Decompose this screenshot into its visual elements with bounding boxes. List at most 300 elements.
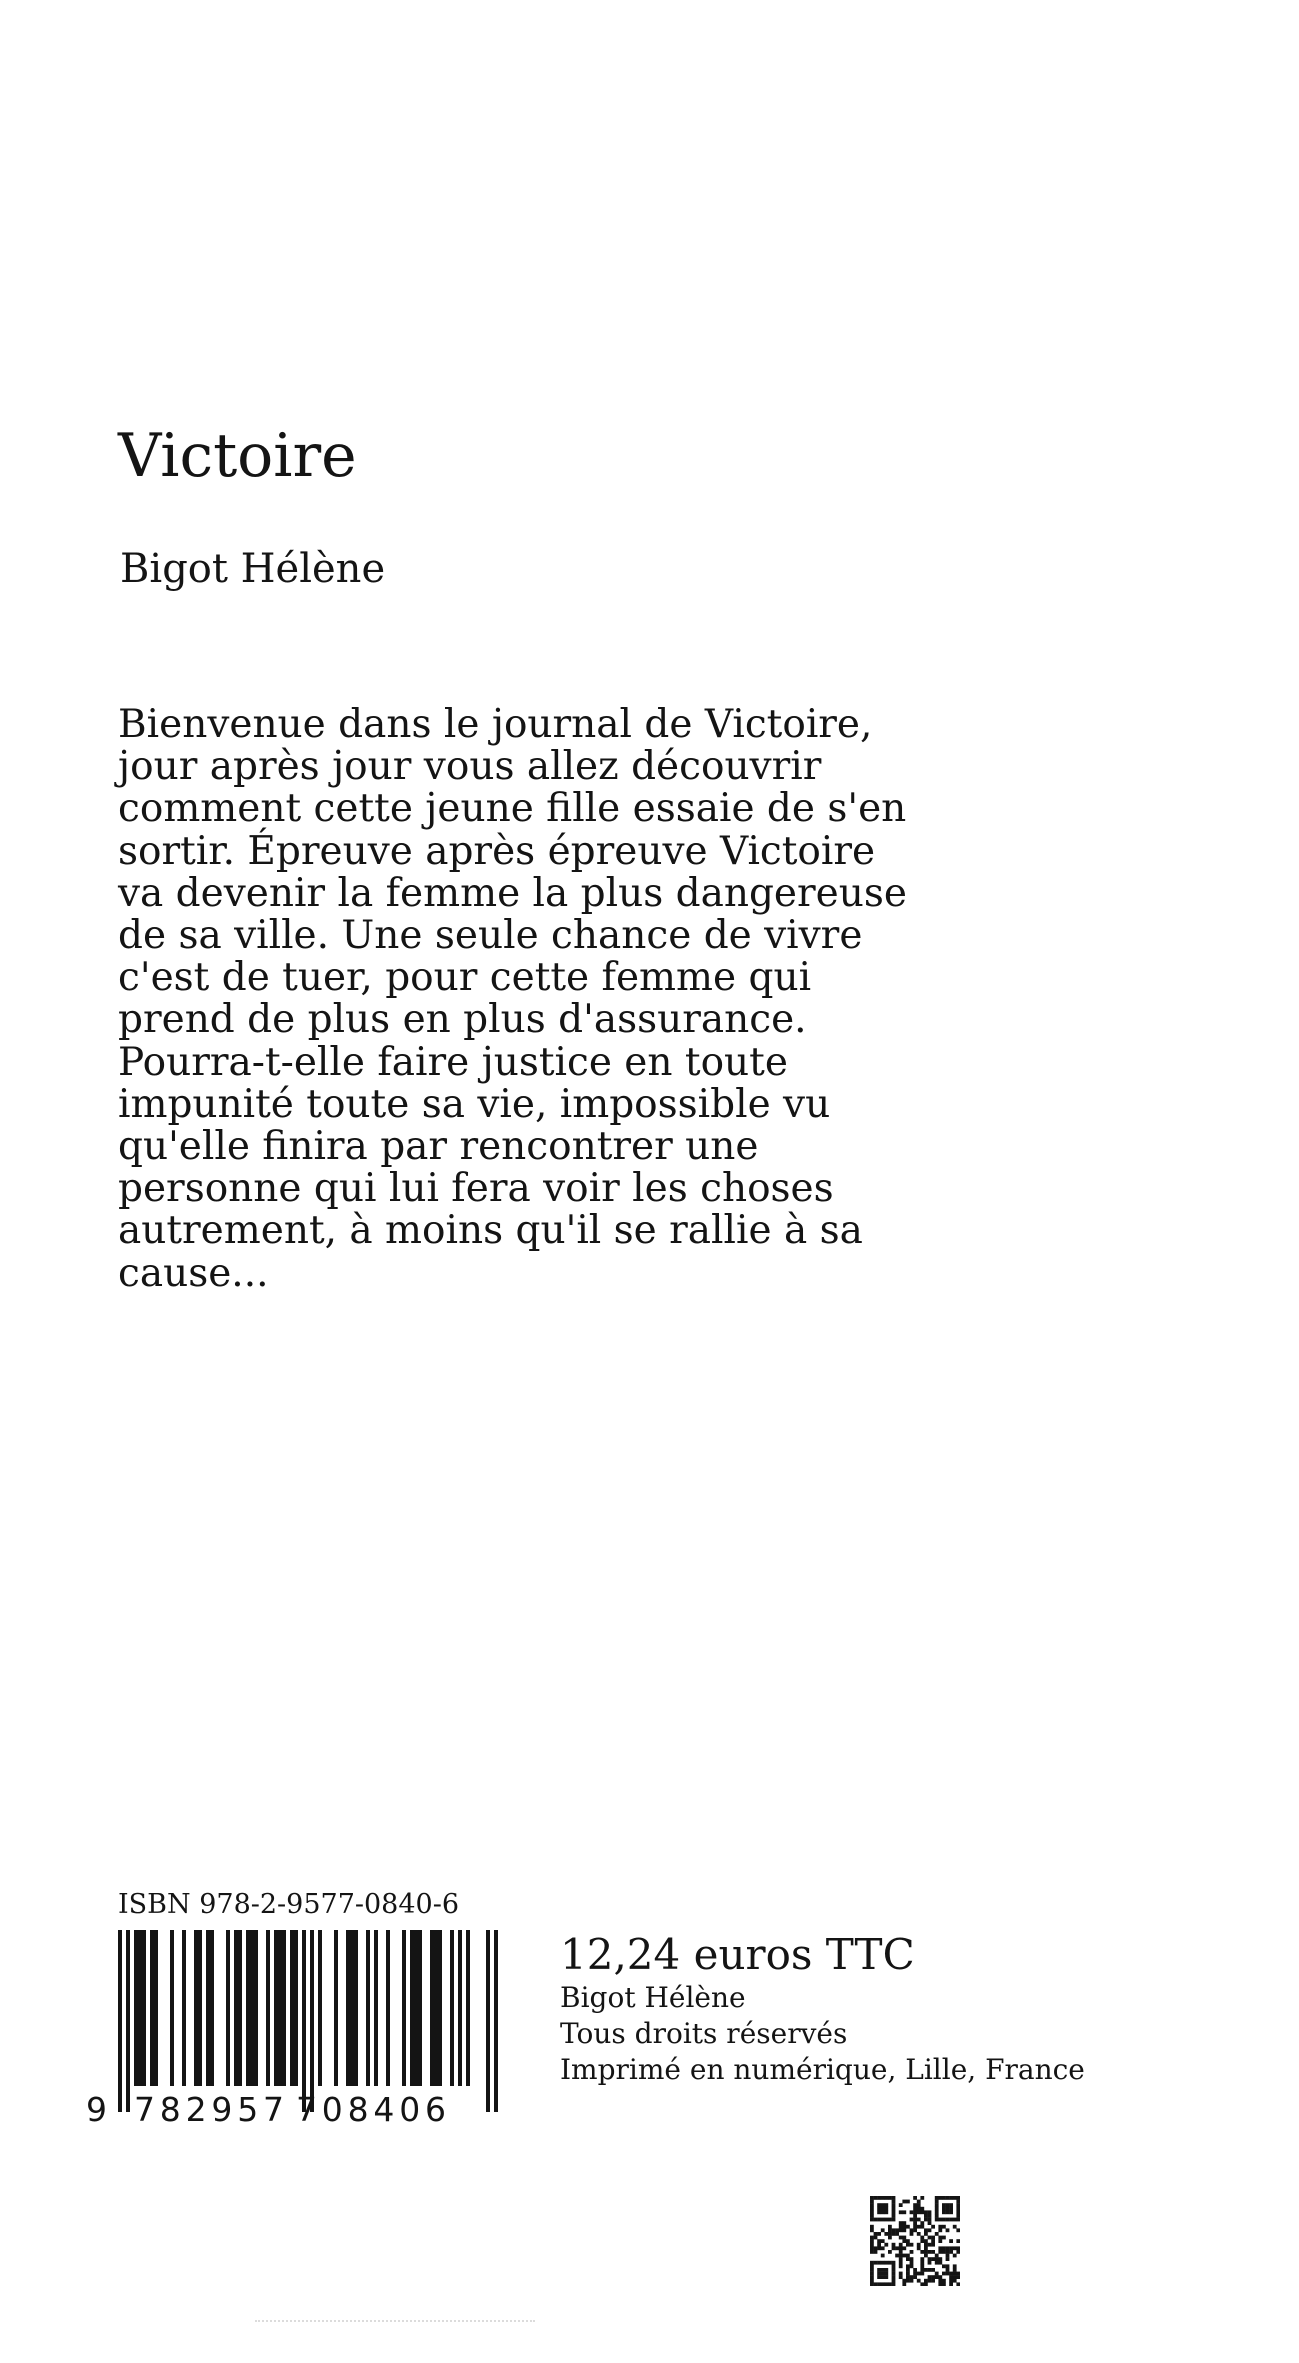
barcode-bar [366,1930,370,2086]
qr-module [949,2282,953,2286]
qr-module [884,2275,888,2279]
qr-module [935,2196,939,2200]
qr-module [949,2246,953,2250]
qr-module [920,2257,924,2261]
qr-module [938,2257,942,2261]
qr-module [946,2218,950,2222]
barcode-guard-bar [310,1930,314,2112]
qr-module [920,2210,924,2214]
qr-module [942,2272,946,2276]
qr-module [924,2279,928,2283]
qr-module [881,2218,885,2222]
qr-module [910,2218,914,2222]
qr-module [928,2221,932,2225]
qr-module [870,2218,874,2222]
qr-module [935,2232,939,2236]
qr-module [920,2261,924,2265]
qr-module [942,2203,946,2207]
qr-module [938,2239,942,2243]
qr-module [877,2272,881,2276]
qr-module [928,2218,932,2222]
qr-module [892,2200,896,2204]
qr-module [935,2272,939,2276]
qr-module [920,2250,924,2254]
qr-module [884,2203,888,2207]
qr-module [870,2246,874,2250]
qr-module [884,2210,888,2214]
qr-module [938,2228,942,2232]
qr-module [910,2275,914,2279]
qr-module [938,2261,942,2265]
qr-module [906,2254,910,2258]
qr-module [928,2228,932,2232]
barcode-guard-bar [494,1930,498,2112]
qr-module [902,2200,906,2204]
qr-module [892,2210,896,2214]
qr-module [924,2218,928,2222]
qr-module [956,2239,960,2243]
qr-module [884,2282,888,2286]
qr-module [938,2218,942,2222]
qr-module [931,2236,935,2240]
qr-module [956,2196,960,2200]
qr-module [938,2196,942,2200]
qr-module [895,2246,899,2250]
faint-divider [255,2320,535,2324]
qr-module [931,2275,935,2279]
qr-module [906,2239,910,2243]
qr-module [902,2228,906,2232]
qr-module [942,2282,946,2286]
qr-module [913,2210,917,2214]
qr-module [924,2232,928,2236]
qr-module [935,2261,939,2265]
qr-module [931,2268,935,2272]
qr-module [920,2239,924,2243]
qr-module [956,2228,960,2232]
rights-notice: Tous droits réservés [560,2017,848,2050]
qr-module [949,2275,953,2279]
qr-module [946,2207,950,2211]
qr-module [881,2268,885,2272]
qr-module [899,2272,903,2276]
qr-module [888,2225,892,2229]
qr-module [892,2275,896,2279]
qr-module [953,2279,957,2283]
qr-module [953,2218,957,2222]
barcode-lead-digit: 9 [86,2090,107,2128]
qr-module [931,2239,935,2243]
qr-module [924,2250,928,2254]
qr-module [870,2239,874,2243]
book-author: Bigot Hélène [120,546,386,592]
qr-module [874,2261,878,2265]
barcode-bar [410,1930,422,2086]
qr-module [949,2272,953,2276]
print-info: Imprimé en numérique, Lille, France [560,2053,1085,2086]
qr-module [874,2196,878,2200]
qr-module [895,2232,899,2236]
qr-module [877,2243,881,2247]
book-blurb [118,704,1018,1295]
qr-module [870,2207,874,2211]
qr-module [899,2221,903,2225]
qr-module [913,2268,917,2272]
qr-module [899,2210,903,2214]
qr-module [946,2250,950,2254]
qr-module [928,2243,932,2247]
barcode-bar [458,1930,462,2086]
qr-module [892,2279,896,2283]
qr-module [956,2218,960,2222]
qr-module [906,2264,910,2268]
barcode-bar [450,1930,454,2086]
qr-module [917,2232,921,2236]
qr-module [928,2214,932,2218]
qr-module [949,2218,953,2222]
qr-module [910,2210,914,2214]
blurb-line: c'est de tuer, pour cette femme qui [118,955,812,1001]
qr-module [902,2282,906,2286]
qr-module [924,2214,928,2218]
qr-module [881,2272,885,2276]
qr-module [870,2236,874,2240]
book-title: Victoire [118,421,357,491]
qr-module [870,2264,874,2268]
qr-module [870,2225,874,2229]
qr-module [935,2257,939,2261]
qr-module [949,2279,953,2283]
isbn-barcode [84,1928,504,2128]
price: 12,24 euros TTC [560,1930,915,1979]
qr-module [910,2257,914,2261]
qr-module [938,2250,942,2254]
blurb-line: va devenir la femme la plus dangereuse [118,870,907,916]
qr-module [953,2275,957,2279]
qr-module [946,2264,950,2268]
qr-module [956,2214,960,2218]
qr-module [892,2272,896,2276]
barcode-bar [134,1930,146,2086]
qr-module [902,2279,906,2283]
qr-module [920,2264,924,2268]
qr-module [949,2250,953,2254]
qr-module [913,2218,917,2222]
qr-module [870,2282,874,2286]
qr-module [899,2246,903,2250]
qr-module [881,2196,885,2200]
qr-module [956,2250,960,2254]
qr-module [946,2203,950,2207]
qr-module [895,2254,899,2258]
qr-module [931,2279,935,2283]
barcode-bar [194,1930,202,2086]
qr-module [956,2200,960,2204]
qr-module [920,2236,924,2240]
qr-module [892,2207,896,2211]
publisher-author: Bigot Hélène [560,1981,746,2014]
qr-module [924,2239,928,2243]
qr-module [928,2279,932,2283]
qr-module [935,2275,939,2279]
qr-module [935,2218,939,2222]
qr-module [928,2257,932,2261]
qr-module [946,2210,950,2214]
qr-module [888,2228,892,2232]
qr-module [877,2275,881,2279]
qr-module [881,2203,885,2207]
qr-module [902,2239,906,2243]
qr-module [899,2261,903,2265]
qr-module [892,2243,896,2247]
qr-module [917,2243,921,2247]
qr-module [946,2254,950,2258]
qr-module [874,2282,878,2286]
qr-module [942,2210,946,2214]
barcode-bar [346,1930,358,2086]
qr-module [888,2250,892,2254]
qr-module [956,2207,960,2211]
qr-module [949,2203,953,2207]
barcode-bar [182,1930,186,2086]
qr-module [920,2207,924,2211]
blurb-line: personne qui lui fera voir les choses [118,1166,834,1212]
qr-module [881,2282,885,2286]
qr-module [877,2203,881,2207]
qr-module [892,2218,896,2222]
qr-module [870,2279,874,2283]
qr-module [928,2275,932,2279]
qr-module [913,2275,917,2279]
qr-module [874,2246,878,2250]
qr-module [931,2250,935,2254]
qr-module [917,2207,921,2211]
qr-module [949,2239,953,2243]
qr-module [953,2246,957,2250]
blurb-line: de sa ville. Une seule chance de vivre [118,913,863,959]
qr-module [956,2272,960,2276]
barcode-bar [226,1930,230,2086]
qr-module [888,2218,892,2222]
qr-module [910,2279,914,2283]
qr-module [956,2246,960,2250]
qr-module [877,2261,881,2265]
qr-module [884,2232,888,2236]
qr-module [917,2225,921,2229]
qr-module [942,2264,946,2268]
qr-module [892,2232,896,2236]
qr-code [870,2196,960,2286]
blurb-line: qu'elle finira par rencontrer une [118,1124,759,1170]
qr-module [884,2243,888,2247]
qr-module [902,2210,906,2214]
qr-module [899,2228,903,2232]
qr-module [881,2275,885,2279]
qr-module [946,2268,950,2272]
qr-module [931,2243,935,2247]
barcode-bar [234,1930,242,2086]
qr-module [874,2236,878,2240]
qr-module [924,2268,928,2272]
qr-module [913,2203,917,2207]
qr-module [870,2243,874,2247]
barcode-bar [206,1930,214,2086]
qr-module [928,2210,932,2214]
qr-module [877,2232,881,2236]
qr-module [953,2268,957,2272]
qr-module [917,2246,921,2250]
qr-module [877,2207,881,2211]
blurb-line: prend de plus en plus d'assurance. [118,997,807,1043]
barcode-bar [246,1930,258,2086]
qr-module [938,2225,942,2229]
qr-module [892,2261,896,2265]
barcode-guard-bar [302,1930,306,2112]
qr-module [924,2254,928,2258]
qr-module [956,2282,960,2286]
qr-module [910,2228,914,2232]
qr-module [935,2203,939,2207]
blurb-line: Bienvenue dans le journal de Victoire, [118,702,873,747]
qr-module [920,2272,924,2276]
qr-module [899,2254,903,2258]
qr-module [917,2210,921,2214]
barcode-bar [274,1930,286,2086]
qr-module [924,2282,928,2286]
blurb-line: sortir. Épreuve après épreuve Victoire [118,828,876,874]
qr-module [892,2203,896,2207]
barcode-bar [386,1930,390,2086]
qr-module [899,2203,903,2207]
qr-module [870,2214,874,2218]
qr-module [906,2257,910,2261]
qr-module [946,2228,950,2232]
qr-module [917,2272,921,2276]
barcode-bar [318,1930,322,2086]
blurb-line: impunité toute sa vie, impossible vu [118,1081,831,1127]
qr-module [942,2225,946,2229]
qr-module [902,2246,906,2250]
barcode-bar [430,1930,442,2086]
qr-module [888,2282,892,2286]
qr-module [870,2261,874,2265]
qr-module [884,2218,888,2222]
barcode-guard-bar [118,1930,122,2112]
qr-module [913,2225,917,2229]
qr-module [935,2207,939,2211]
qr-module [884,2261,888,2265]
qr-module [920,2196,924,2200]
qr-module [884,2272,888,2276]
barcode-guard-bar [486,1930,490,2112]
blurb-line: jour après jour vous allez découvrir [118,744,822,790]
qr-module [935,2254,939,2258]
qr-module [877,2246,881,2250]
qr-module [913,2214,917,2218]
qr-module [920,2221,924,2225]
qr-module [892,2264,896,2268]
isbn-label: ISBN 978-2-9577-0840-6 [118,1889,460,1920]
barcode-bar [290,1930,298,2086]
qr-module [870,2210,874,2214]
qr-module [899,2225,903,2229]
qr-module [902,2236,906,2240]
blurb-line: autrement, à moins qu'il se rallie à sa [118,1208,863,1254]
qr-module [906,2275,910,2279]
qr-module [935,2200,939,2204]
qr-module [899,2243,903,2247]
qr-module [874,2232,878,2236]
qr-module [877,2268,881,2272]
qr-module [888,2232,892,2236]
qr-module [917,2203,921,2207]
qr-module [938,2275,942,2279]
qr-module [892,2246,896,2250]
barcode-bar [170,1930,174,2086]
qr-module [920,2268,924,2272]
qr-module [877,2218,881,2222]
qr-module [942,2246,946,2250]
barcode-guard-bar [126,1930,130,2112]
qr-module [870,2200,874,2204]
qr-module [956,2275,960,2279]
qr-module [928,2236,932,2240]
qr-module [917,2279,921,2283]
qr-module [931,2257,935,2261]
qr-module [881,2210,885,2214]
qr-module [920,2225,924,2229]
qr-module [949,2207,953,2211]
qr-module [899,2275,903,2279]
qr-module [956,2203,960,2207]
qr-module [902,2221,906,2225]
qr-module [938,2246,942,2250]
qr-module [935,2214,939,2218]
qr-module [953,2254,957,2258]
qr-module [913,2196,917,2200]
qr-module [910,2261,914,2265]
qr-module [920,2282,924,2286]
qr-module [884,2207,888,2211]
qr-module [938,2282,942,2286]
qr-module [874,2218,878,2222]
qr-module [899,2257,903,2261]
qr-module [888,2261,892,2265]
qr-module [949,2210,953,2214]
qr-module [910,2264,914,2268]
qr-module [877,2239,881,2243]
qr-module [946,2272,950,2276]
qr-module [881,2254,885,2258]
qr-module [913,2221,917,2225]
qr-module [953,2225,957,2229]
qr-module [928,2250,932,2254]
qr-module [924,2246,928,2250]
qr-module [892,2268,896,2272]
qr-module [946,2246,950,2250]
qr-module [881,2239,885,2243]
qr-module [906,2272,910,2276]
qr-module [888,2236,892,2240]
qr-module [884,2268,888,2272]
qr-module [942,2279,946,2283]
qr-module [899,2250,903,2254]
qr-module [899,2236,903,2240]
barcode-bar [402,1930,406,2086]
blurb-line: comment cette jeune fille essaie de s'en [118,786,907,832]
qr-module [881,2207,885,2211]
qr-module [931,2225,935,2229]
